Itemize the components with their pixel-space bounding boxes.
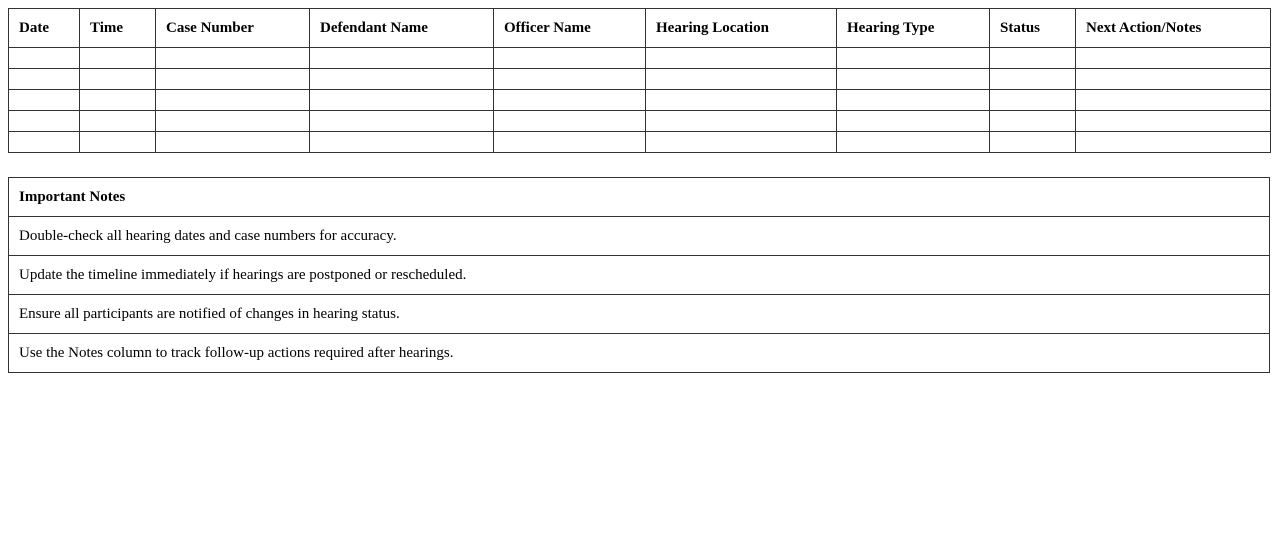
table-row bbox=[9, 69, 1271, 90]
column-header-next-action-notes: Next Action/Notes bbox=[1076, 9, 1271, 48]
table-row bbox=[9, 111, 1271, 132]
note-row bbox=[9, 334, 1270, 373]
cell-status[interactable] bbox=[990, 48, 1076, 69]
hearing-table-header bbox=[9, 9, 1271, 48]
cell-hearing-type[interactable] bbox=[837, 132, 990, 153]
note-item: Use the Notes column to track follow-up actions required after hearings. bbox=[9, 334, 1270, 373]
cell-next-action-notes[interactable] bbox=[1076, 90, 1271, 111]
cell-hearing-location[interactable] bbox=[646, 132, 837, 153]
cell-hearing-type[interactable] bbox=[837, 48, 990, 69]
cell-date[interactable] bbox=[9, 90, 80, 111]
table-row bbox=[9, 90, 1271, 111]
cell-officer-name[interactable] bbox=[494, 48, 646, 69]
notes-table-body bbox=[9, 217, 1270, 373]
column-header-date: Date bbox=[9, 9, 80, 48]
cell-time[interactable] bbox=[80, 111, 156, 132]
cell-case-number[interactable] bbox=[156, 132, 310, 153]
column-header-hearing-type: Hearing Type bbox=[837, 9, 990, 48]
cell-defendant-name[interactable] bbox=[310, 111, 494, 132]
cell-case-number[interactable] bbox=[156, 111, 310, 132]
column-header-defendant-name: Defendant Name bbox=[310, 9, 494, 48]
notes-table-header bbox=[9, 178, 1270, 217]
cell-date[interactable] bbox=[9, 69, 80, 90]
cell-next-action-notes[interactable] bbox=[1076, 48, 1271, 69]
column-header-officer-name: Officer Name bbox=[494, 9, 646, 48]
cell-date[interactable] bbox=[9, 132, 80, 153]
cell-officer-name[interactable] bbox=[494, 90, 646, 111]
table-row bbox=[9, 132, 1271, 153]
cell-officer-name[interactable] bbox=[494, 69, 646, 90]
cell-time[interactable] bbox=[80, 90, 156, 111]
hearing-schedule-table bbox=[8, 8, 1271, 153]
cell-defendant-name[interactable] bbox=[310, 90, 494, 111]
column-header-hearing-location: Hearing Location bbox=[646, 9, 837, 48]
cell-hearing-type[interactable] bbox=[837, 111, 990, 132]
cell-defendant-name[interactable] bbox=[310, 69, 494, 90]
important-notes-table bbox=[8, 177, 1270, 373]
note-row bbox=[9, 217, 1270, 256]
cell-date[interactable] bbox=[9, 48, 80, 69]
cell-status[interactable] bbox=[990, 111, 1076, 132]
cell-defendant-name[interactable] bbox=[310, 132, 494, 153]
cell-time[interactable] bbox=[80, 132, 156, 153]
cell-hearing-type[interactable] bbox=[837, 69, 990, 90]
cell-hearing-location[interactable] bbox=[646, 48, 837, 69]
cell-hearing-location[interactable] bbox=[646, 111, 837, 132]
cell-next-action-notes[interactable] bbox=[1076, 69, 1271, 90]
cell-case-number[interactable] bbox=[156, 48, 310, 69]
cell-case-number[interactable] bbox=[156, 90, 310, 111]
cell-officer-name[interactable] bbox=[494, 132, 646, 153]
cell-hearing-location[interactable] bbox=[646, 69, 837, 90]
header-row bbox=[9, 9, 1271, 48]
column-header-time: Time bbox=[80, 9, 156, 48]
cell-case-number[interactable] bbox=[156, 69, 310, 90]
cell-status[interactable] bbox=[990, 90, 1076, 111]
column-header-status: Status bbox=[990, 9, 1076, 48]
cell-time[interactable] bbox=[80, 48, 156, 69]
cell-status[interactable] bbox=[990, 132, 1076, 153]
cell-hearing-location[interactable] bbox=[646, 90, 837, 111]
note-item: Ensure all participants are notified of changes in hearing status. bbox=[9, 295, 1270, 334]
cell-next-action-notes[interactable] bbox=[1076, 111, 1271, 132]
note-row bbox=[9, 295, 1270, 334]
notes-header-row bbox=[9, 178, 1270, 217]
cell-hearing-type[interactable] bbox=[837, 90, 990, 111]
note-row bbox=[9, 256, 1270, 295]
cell-date[interactable] bbox=[9, 111, 80, 132]
cell-officer-name[interactable] bbox=[494, 111, 646, 132]
table-row bbox=[9, 48, 1271, 69]
notes-title: Important Notes bbox=[9, 178, 1270, 217]
cell-next-action-notes[interactable] bbox=[1076, 132, 1271, 153]
cell-defendant-name[interactable] bbox=[310, 48, 494, 69]
hearing-table-body bbox=[9, 48, 1271, 153]
column-header-case-number: Case Number bbox=[156, 9, 310, 48]
note-item: Update the timeline immediately if hearings are postponed or rescheduled. bbox=[9, 256, 1270, 295]
note-item: Double-check all hearing dates and case numbers for accuracy. bbox=[9, 217, 1270, 256]
cell-status[interactable] bbox=[990, 69, 1076, 90]
cell-time[interactable] bbox=[80, 69, 156, 90]
